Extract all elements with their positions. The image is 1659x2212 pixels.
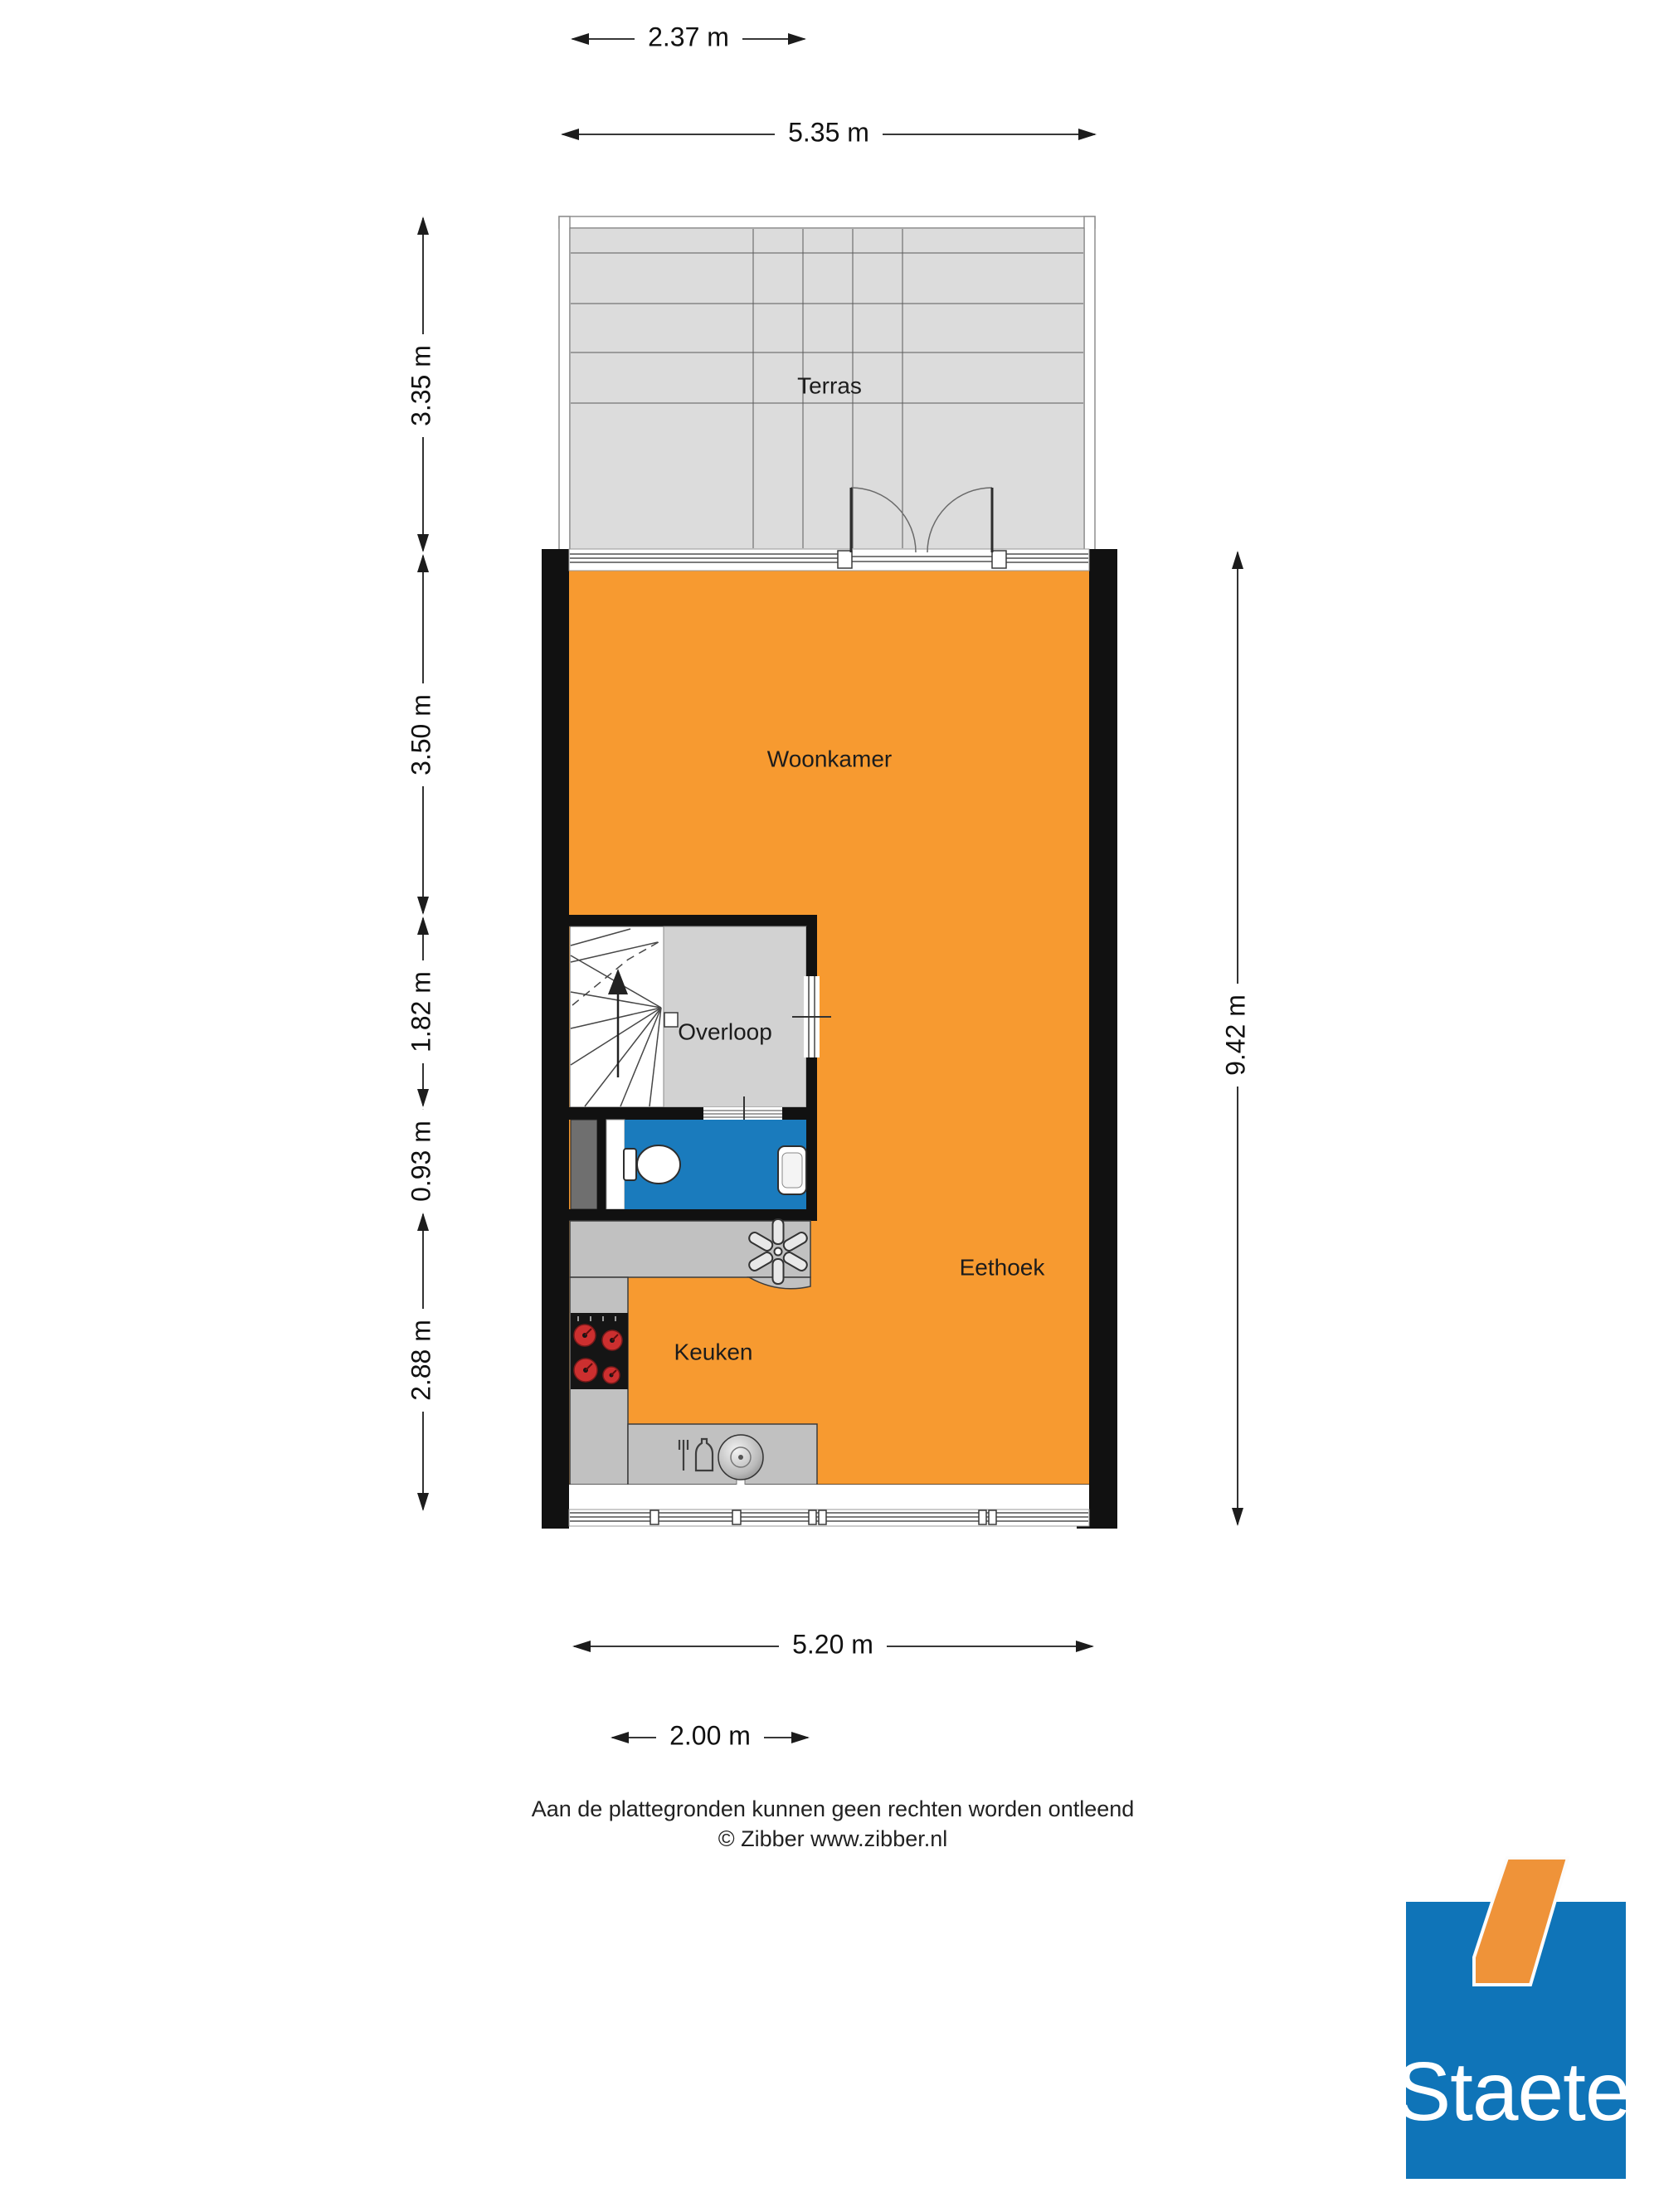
- wall-right: [1089, 549, 1117, 1529]
- wall-toilet-right: [806, 1120, 817, 1209]
- overloop-floor: [664, 926, 806, 1107]
- svg-text:2.00 m: 2.00 m: [669, 1720, 751, 1751]
- door-post-left: [838, 551, 852, 568]
- staete-logo: [1395, 1858, 1630, 2179]
- wall-left: [542, 549, 569, 1529]
- svg-text:3.35 m: 3.35 m: [406, 345, 436, 426]
- dim-right-9-42: [1220, 551, 1253, 1526]
- wall-overloop-bottom-right: [782, 1107, 817, 1120]
- dim-left-1-82: [406, 916, 439, 1107]
- svg-text:2.37 m: 2.37 m: [648, 22, 729, 52]
- dim-left-3-35: [406, 216, 439, 552]
- dim-bottom-2-00: [611, 1720, 810, 1754]
- window-post: [732, 1510, 741, 1524]
- window-post: [819, 1510, 826, 1524]
- svg-text:0.93 m: 0.93 m: [406, 1121, 436, 1202]
- wall-overloop-right-upper: [806, 926, 817, 976]
- dim-left-3-50: [406, 554, 439, 915]
- eethoek-label: Eethoek: [959, 1254, 1045, 1281]
- svg-text:3.50 m: 3.50 m: [406, 694, 436, 775]
- svg-text:9.42 m: 9.42 m: [1220, 994, 1251, 1076]
- terrace: [559, 216, 1095, 552]
- disclaimer-line1: Aan de plattegronden kunnen geen rechten worden ontleend: [531, 1796, 1135, 1821]
- dim-top-5-35: [561, 117, 1097, 151]
- wall-overloop-right-lower: [806, 1057, 817, 1107]
- toilet-door-leaf: [606, 1120, 625, 1209]
- disclaimer-line2: © Zibber www.zibber.nl: [718, 1826, 948, 1851]
- svg-text:2.88 m: 2.88 m: [406, 1320, 436, 1401]
- terrace-wall-left: [559, 216, 570, 552]
- keuken-label: Keuken: [674, 1339, 753, 1365]
- wall-overloop-bottom-left: [569, 1107, 703, 1120]
- window-band-bottom: [569, 1485, 1089, 1526]
- dim-bottom-5-20: [572, 1629, 1094, 1663]
- door-post-right: [992, 551, 1006, 568]
- svg-text:5.35 m: 5.35 m: [788, 117, 869, 148]
- duct-shaft: [571, 1120, 597, 1209]
- svg-text:5.20 m: 5.20 m: [792, 1629, 873, 1660]
- sink-icon: [778, 1146, 806, 1194]
- woonkamer-label: Woonkamer: [766, 746, 893, 772]
- overloop-block: [569, 915, 831, 1130]
- stairs-area: [570, 926, 664, 1107]
- dim-top-2-37: [571, 22, 806, 56]
- wall-duct-divider: [597, 1118, 606, 1211]
- logo-text: Staete: [1395, 2045, 1631, 2138]
- dim-left-0-93: [406, 1109, 439, 1213]
- wall-overloop-top: [569, 915, 817, 926]
- terrace-wall-right: [1084, 216, 1095, 552]
- window-post: [650, 1510, 659, 1524]
- dim-left-2-88: [406, 1213, 439, 1511]
- window-post: [979, 1510, 986, 1524]
- terrace-wall-top: [559, 216, 1095, 228]
- window-post: [989, 1510, 996, 1524]
- toilet-icon: [624, 1145, 680, 1184]
- svg-text:1.82 m: 1.82 m: [406, 971, 436, 1053]
- window-post: [809, 1510, 816, 1524]
- overloop-label: Overloop: [678, 1018, 772, 1045]
- hob-icon: [571, 1313, 628, 1389]
- terras-label: Terras: [797, 372, 862, 399]
- stairs-newel-post: [664, 1013, 678, 1027]
- toilet-block: [571, 1118, 817, 1211]
